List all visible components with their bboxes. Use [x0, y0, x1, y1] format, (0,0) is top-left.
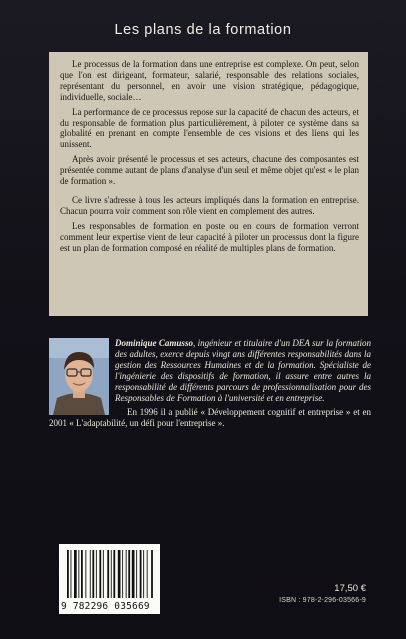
barcode-bar: [136, 550, 137, 598]
barcode-bar: [151, 550, 153, 598]
barcode-bar: [71, 550, 72, 598]
summary-panel: [49, 52, 368, 316]
author-name: Dominique Camusso: [115, 338, 193, 348]
barcode-bar: [85, 550, 86, 598]
barcode-bar: [67, 550, 69, 598]
barcode-bar: [103, 550, 104, 598]
barcode-bar: [107, 550, 109, 598]
barcode-bar: [118, 550, 121, 598]
author-portrait-image: [49, 338, 109, 415]
barcode-bar: [132, 550, 135, 598]
barcode-bar: [128, 550, 130, 598]
barcode-bar: [78, 550, 79, 598]
barcode-bar: [111, 550, 112, 598]
author-block: [49, 338, 371, 429]
barcode-bar: [126, 550, 127, 598]
author-publications: En 1996 il a publié « Développement cognitif et entreprise » et en 2001 « L'adaptabilité, un défi pour l'entreprise ».: [49, 407, 371, 429]
barcode-bar: [99, 550, 101, 598]
barcode: [59, 544, 160, 614]
book-title: Les plans de la formation: [114, 22, 292, 38]
author-photo: [49, 338, 109, 415]
barcode-bar: [140, 550, 142, 598]
author-bio-text: , ingénieur et titulaire d'un DEA sur la formation des adultes, exerce depuis vingt ans différentes responsabilités dans la gestion des Ressources Humaines et de la formation. Spécialiste de l'ingénierie des dispositifs de formation, il assure entre autres la responsabilité de différents parcours de professionnalisation pour des Responsables de Formation à l'université et en entreprise.: [115, 338, 371, 403]
barcode-bar: [90, 550, 91, 598]
barcode-bar: [122, 550, 123, 598]
barcode-bar: [81, 550, 83, 598]
barcode-bar: [143, 550, 144, 598]
summary-paragraph: Le processus de la formation dans une entreprise est complexe. On peut, selon que l'on est dirigeant, formateur, salarié, responsable des relations sociales, représentant du personnel, en avoir une vision stratégique, pédagogique, individuelle, sociale…: [60, 59, 359, 102]
price: 17,50 €: [334, 583, 366, 594]
barcode-bar: [74, 550, 77, 598]
barcode-bars: [59, 544, 160, 600]
barcode-bar: [96, 550, 97, 598]
isbn: ISBN : 978-2-296-03566-9: [279, 597, 366, 604]
barcode-number: 9 782296 035669: [61, 601, 150, 612]
summary-paragraph: Les responsables de formation en poste ou en cours de formation verront comment leur expertise vient de leur capacité à piloter un processus dont la figure est un plan de formation composé en réalité de multiples plans de formation.: [60, 220, 359, 253]
barcode-bar: [113, 550, 115, 598]
summary-paragraph: La performance de ce processus repose sur la capacité de chacun des acteurs, et du responsable de formation plus particulièrement, à piloter ce système dans sa globalité en prenant en compte l'ensemble de ces visions et des liens qui les unissent.: [60, 106, 359, 150]
summary-paragraph: Après avoir présenté le processus et ses acteurs, chacune des composantes est présentée comme autant de plans d'analyse d'un seul et même objet qu'est « le plan de formation ».: [60, 154, 359, 187]
barcode-bar: [147, 550, 148, 598]
barcode-bar: [92, 550, 94, 598]
summary-paragraph: Ce livre s'adresse à tous les acteurs impliqués dans la formation en entreprise. Chacun pourra voir comment son rôle vient en complement des autres.: [60, 194, 359, 216]
